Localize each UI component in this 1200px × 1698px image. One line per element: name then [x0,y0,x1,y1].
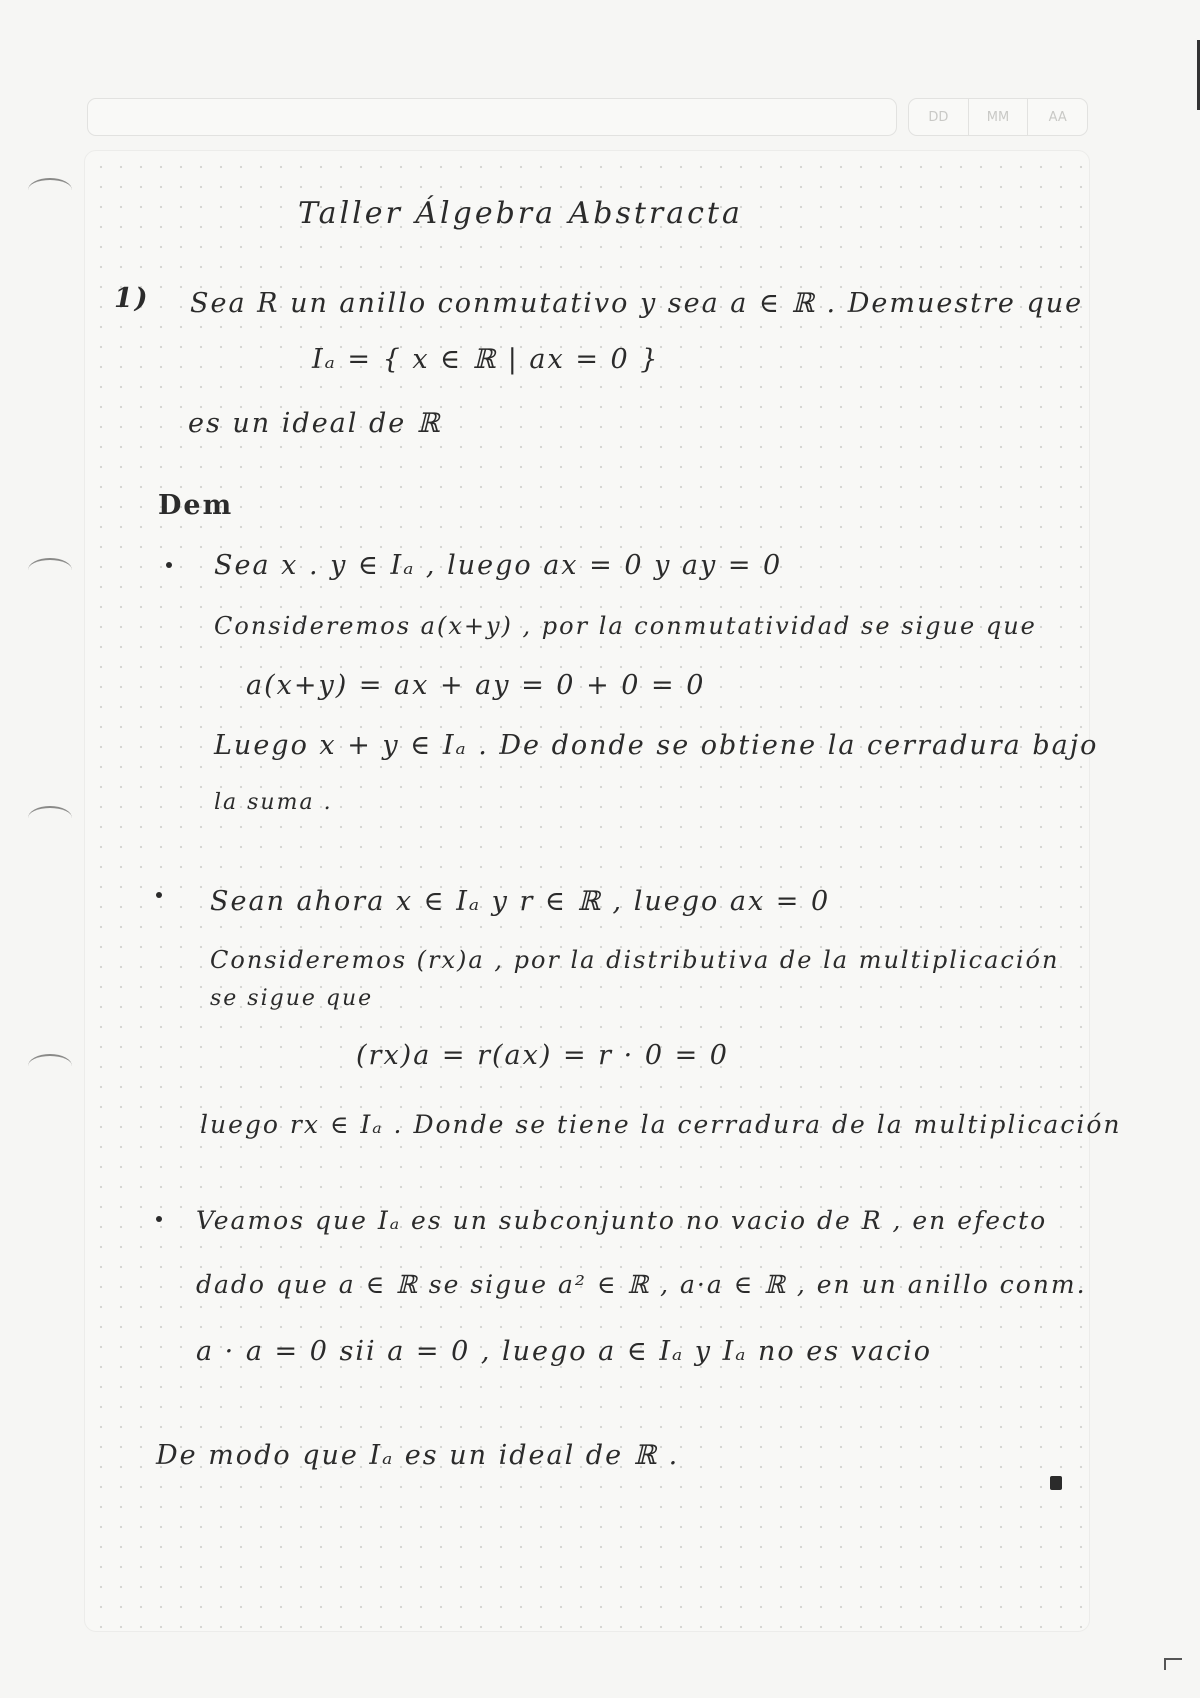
date-day-cell: DD [909,99,969,135]
proof-line: Consideremos a(x+y) , por la conmutatividad se sigue que [214,612,1037,640]
proof-conclusion: De modo que Iₐ es un ideal de ℝ . [156,1440,680,1471]
proof-line: Veamos que Iₐ es un subconjunto no vacio de R , en efecto [196,1206,1048,1235]
binder-hole [28,1054,72,1078]
proof-line: Sean ahora x ∈ Iₐ y r ∈ ℝ , luego ax = 0 [210,886,831,917]
set-definition: Iₐ = { x ∈ ℝ | ax = 0 } [312,344,660,375]
binder-hole [28,558,72,582]
binder-hole [28,178,72,202]
bullet [166,562,172,568]
proof-line: luego rx ∈ Iₐ . Donde se tiene la cerradura de la multiplicación [200,1110,1122,1139]
proof-line: Luego x + y ∈ Iₐ . De donde se obtiene la cerradura bajo [214,730,1099,761]
proof-equation: (rx)a = r(ax) = r · 0 = 0 [356,1040,729,1071]
proof-line: Consideremos (rx)a , por la distributiva de la multiplicación [210,946,1060,974]
date-year-cell: AA [1048,109,1067,125]
proof-equation: a(x+y) = ax + ay = 0 + 0 = 0 [246,670,706,701]
proof-line: a · a = 0 sii a = 0 , luego a ∈ Iₐ y Iₐ no es vacio [196,1336,932,1367]
header-bar [87,98,897,136]
binder-hole [28,806,72,830]
page-title: Taller Álgebra Abstracta [298,196,743,231]
bullet [156,892,162,898]
proof-line: se sigue que [210,986,374,1011]
date-box [908,98,1088,136]
date-month-cell: MM [969,99,1029,135]
problem-conclusion: es un ideal de ℝ [188,408,442,439]
proof-label: Dem [158,490,234,521]
page-corner-mark [1164,1658,1182,1670]
proof-line: Sea x . y ∈ Iₐ , luego ax = 0 y ay = 0 [214,550,783,581]
problem-number: 1) [114,283,150,314]
proof-line: la suma . [214,790,333,815]
bullet [156,1216,162,1222]
proof-line: dado que a ∈ ℝ se sigue a² ∈ ℝ , a·a ∈ ℝ , en un anillo conm. [196,1270,1087,1299]
qed-mark [1050,1476,1062,1490]
problem-statement: Sea R un anillo conmutativo y sea a ∈ ℝ . Demuestre que [190,288,1084,319]
